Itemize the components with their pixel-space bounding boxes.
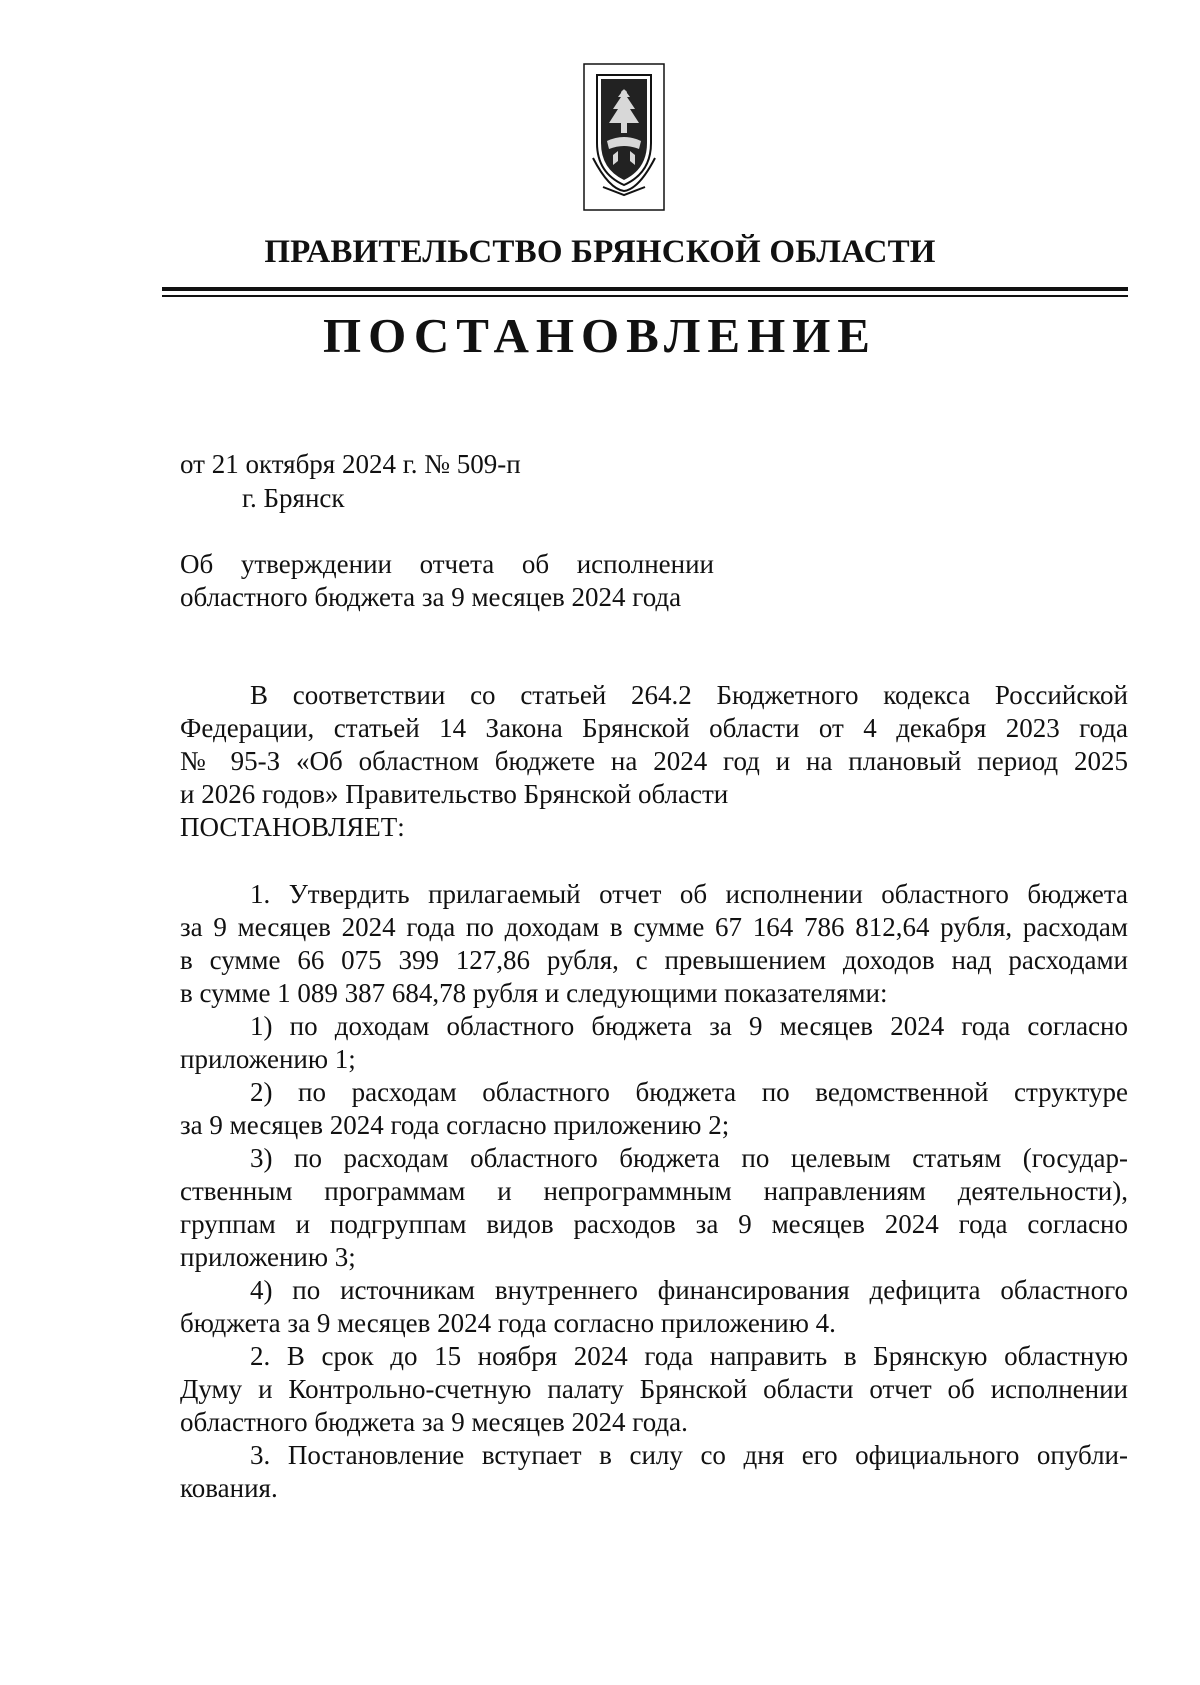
clause-line: областного бюджета за 9 месяцев 2024 года. [180, 1407, 688, 1437]
clause-line: 3) по расходам областного бюджета по целевым статьям (государ- [250, 1143, 1128, 1173]
coat-of-arms-emblem [583, 63, 665, 211]
clause-line: кования. [180, 1473, 278, 1503]
clause-line: группам и подгруппам видов расходов за 9 месяцев 2024 года согласно [180, 1209, 1128, 1239]
clause-line: за 9 месяцев 2024 года по доходам в сумме 67 164 786 812,64 рубля, расходам [180, 912, 1128, 942]
clause-line: приложению 1; [180, 1044, 356, 1074]
preamble-line: Федерации, статьей 14 Закона Брянской области от 4 декабря 2023 года [180, 713, 1128, 743]
clause-line: приложению 3; [180, 1242, 356, 1272]
clause-line: 3. Постановление вступает в силу со дня его официального опубли- [250, 1440, 1128, 1470]
clause-line: Думу и Контрольно-счетную палату Брянской области отчет об исполнении [180, 1374, 1128, 1404]
header-rule-thin [162, 295, 1128, 297]
header-rule-thick [162, 287, 1128, 291]
resolves-line: ПОСТАНОВЛЯЕТ: [180, 812, 405, 842]
clauses [180, 878, 1128, 1505]
preamble-line: В соответствии со статьей 264.2 Бюджетного кодекса Российской [250, 680, 1128, 710]
clause-line: в сумме 66 075 399 127,86 рубля, с превышением доходов над расходами [180, 945, 1128, 975]
clause-line: 4) по источникам внутреннего финансирования дефицита областного [250, 1275, 1128, 1305]
clause-line: за 9 месяцев 2024 года согласно приложению 2; [180, 1110, 730, 1140]
city-line: г. Брянск [242, 483, 345, 513]
clause-line: ственным программам и непрограммным направлениям деятельности), [180, 1176, 1128, 1206]
clause-line: 2) по расходам областного бюджета по ведомственной структуре [250, 1077, 1128, 1107]
subject-line: областного бюджета за 9 месяцев 2024 года [180, 582, 682, 612]
date-number-line: от 21 октября 2024 г. № 509-п [180, 449, 521, 479]
organization-title: ПРАВИТЕЛЬСТВО БРЯНСКОЙ ОБЛАСТИ [264, 234, 936, 270]
clause-line: бюджета за 9 месяцев 2024 года согласно приложению 4. [180, 1308, 836, 1338]
clause-line: в сумме 1 089 387 684,78 рубля и следующими показателями: [180, 978, 888, 1008]
preamble [180, 679, 1128, 844]
preamble-line: № 95-З «Об областном бюджете на 2024 год и на плановый период 2025 [180, 746, 1128, 776]
preamble-line: и 2026 годов» Правительство Брянской области [180, 779, 729, 809]
clause-line: 2. В срок до 15 ноября 2024 года направить в Брянскую областную [250, 1341, 1128, 1371]
document-type-heading: ПОСТАНОВЛЕНИЕ [323, 308, 877, 363]
clause-line: 1. Утвердить прилагаемый отчет об исполнении областного бюджета [250, 879, 1128, 909]
document-subject [180, 548, 714, 614]
subject-line: Об утверждении отчета об исполнении [180, 549, 714, 579]
clause-line: 1) по доходам областного бюджета за 9 месяцев 2024 года согласно [250, 1011, 1128, 1041]
